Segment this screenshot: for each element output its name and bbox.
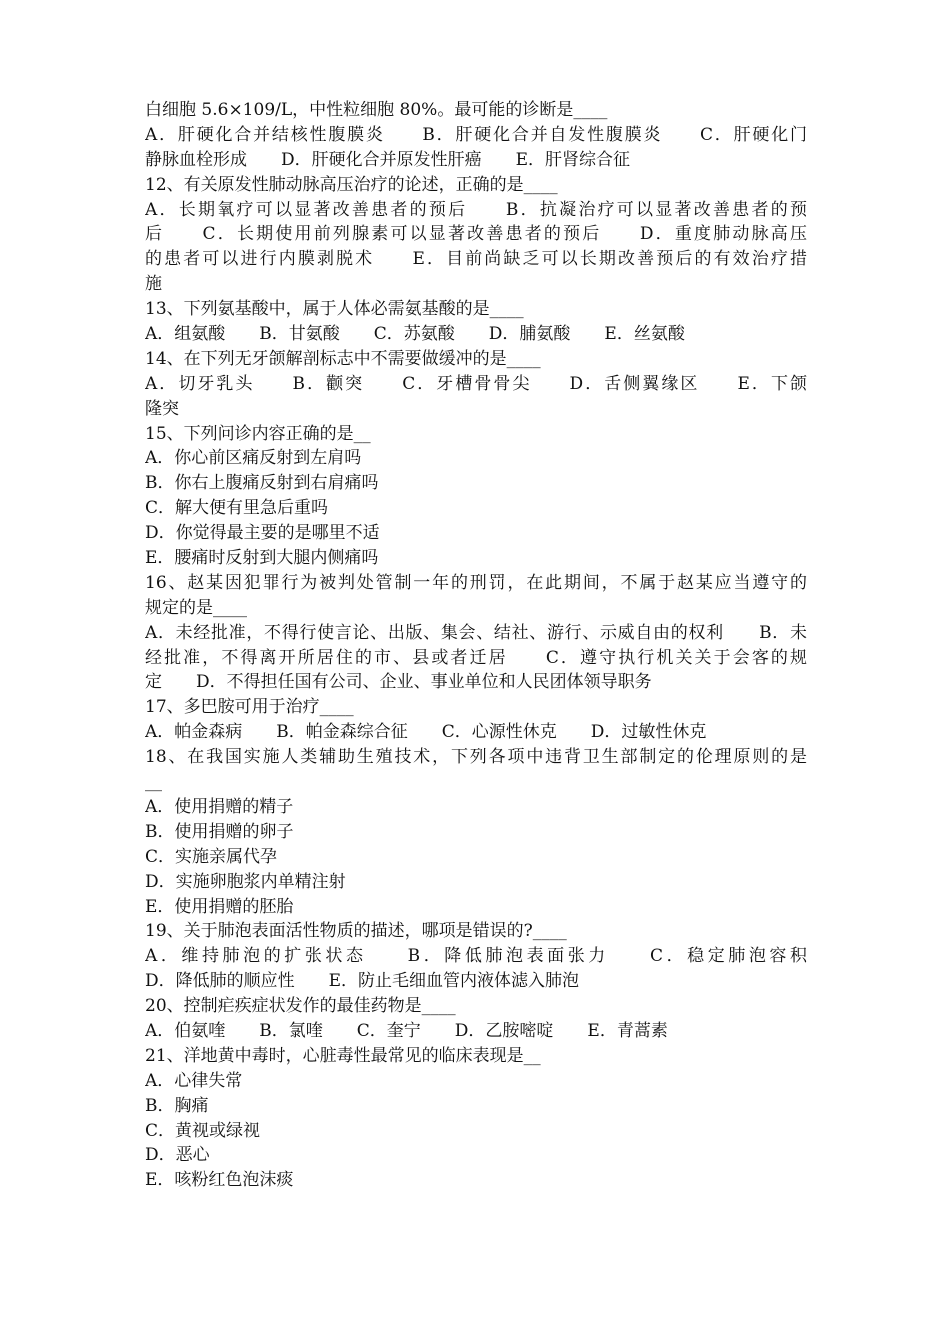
text-line: 经批准，不得离开所居住的市、县或者迁居 C．遵守执行机关关于会客的规 bbox=[145, 647, 807, 668]
text-line: 16、赵某因犯罪行为被判处管制一年的刑罚，在此期间，不属于赵某应当遵守的 bbox=[145, 572, 807, 593]
text-line: 规定的是____ bbox=[145, 597, 247, 618]
text-line: A．切牙乳头 B．颧突 C．牙槽骨骨尖 D．舌侧翼缘区 E．下颌 bbox=[145, 373, 807, 394]
text-line: C．解大便有里急后重吗 bbox=[145, 498, 329, 519]
text-line: 15、下列问诊内容正确的是__ bbox=[145, 423, 371, 444]
text-line: E．咳粉红色泡沫痰 bbox=[145, 1170, 294, 1191]
text-line: 白细胞 5.6×109/L，中性粒细胞 80%。最可能的诊断是____ bbox=[145, 100, 608, 120]
text-line: 19、关于肺泡表面活性物质的描述，哪项是错误的?____ bbox=[145, 921, 567, 942]
text-line: C．黄视或绿视 bbox=[145, 1120, 261, 1141]
text-line: 隆突 bbox=[145, 398, 179, 419]
text-line: 17、多巴胺可用于治疗____ bbox=[145, 697, 354, 718]
text-line: A．使用捐赠的精子 bbox=[145, 796, 294, 817]
text-line: B．使用捐赠的卵子 bbox=[145, 821, 294, 842]
text-line: B．你右上腹痛反射到右肩痛吗 bbox=[145, 473, 379, 494]
text-line: 后 C．长期使用前列腺素可以显著改善患者的预后 D．重度肺动脉高压 bbox=[145, 224, 807, 245]
text-line: D．实施卵胞浆内单精注射 bbox=[145, 871, 346, 892]
text-line: A．长期氧疗可以显著改善患者的预后 B．抗凝治疗可以显著改善患者的预 bbox=[145, 199, 807, 220]
text-line: 12、有关原发性肺动脉高压治疗的论述，正确的是____ bbox=[145, 174, 558, 195]
text-line: 18、在我国实施人类辅助生殖技术，下列各项中违背卫生部制定的伦理原则的是 bbox=[145, 747, 807, 768]
text-line: 20、控制疟疾症状发作的最佳药物是____ bbox=[145, 996, 456, 1017]
text-line: D．恶心 bbox=[145, 1145, 210, 1166]
document-body bbox=[145, 98, 807, 1193]
text-line: 施 bbox=[145, 274, 162, 295]
text-line: 14、在下列无牙颌解剖标志中不需要做缓冲的是____ bbox=[145, 348, 541, 369]
text-line: D．你觉得最主要的是哪里不适 bbox=[145, 523, 380, 544]
text-line: A．组氨酸 B．甘氨酸 C．苏氨酸 D．脯氨酸 E．丝氨酸 bbox=[145, 324, 685, 345]
document-page bbox=[145, 98, 807, 1193]
text-line: __ bbox=[145, 772, 162, 793]
text-line: 13、下列氨基酸中，属于人体必需氨基酸的是____ bbox=[145, 299, 524, 320]
text-line: A．帕金森病 B．帕金森综合征 C．心源性休克 D．过敏性休克 bbox=[145, 722, 707, 743]
text-line: 定 D．不得担任国有公司、企业、事业单位和人民团体领导职务 bbox=[145, 672, 652, 693]
text-line: A．维持肺泡的扩张状态 B．降低肺泡表面张力 C．稳定肺泡容积 bbox=[145, 946, 807, 967]
text-line: E．腰痛时反射到大腿内侧痛吗 bbox=[145, 548, 379, 569]
text-line: D．降低肺的顺应性 E．防止毛细血管内液体滤入肺泡 bbox=[145, 971, 580, 992]
text-line: 的患者可以进行内膜剥脱术 E．目前尚缺乏可以长期改善预后的有效治疗措 bbox=[145, 249, 807, 270]
text-line: A．伯氨喹 B．氯喹 C．奎宁 D．乙胺嘧啶 E．青蒿素 bbox=[145, 1020, 668, 1041]
text-line: B．胸痛 bbox=[145, 1095, 209, 1116]
text-line: A．肝硬化合并结核性腹膜炎 B．肝硬化合并自发性腹膜炎 C．肝硬化门 bbox=[145, 124, 807, 145]
text-line: A．未经批准，不得行使言论、出版、集会、结社、游行、示威自由的权利 B．未 bbox=[145, 622, 807, 643]
text-line: A．心律失常 bbox=[145, 1070, 243, 1091]
text-line: 21、洋地黄中毒时，心脏毒性最常见的临床表现是__ bbox=[145, 1045, 541, 1066]
text-line: E．使用捐赠的胚胎 bbox=[145, 896, 294, 917]
text-line: A．你心前区痛反射到左肩吗 bbox=[145, 448, 362, 469]
text-line: C．实施亲属代孕 bbox=[145, 846, 278, 867]
text-line: 静脉血栓形成 D．肝硬化合并原发性肝癌 E．肝肾综合征 bbox=[145, 149, 631, 170]
